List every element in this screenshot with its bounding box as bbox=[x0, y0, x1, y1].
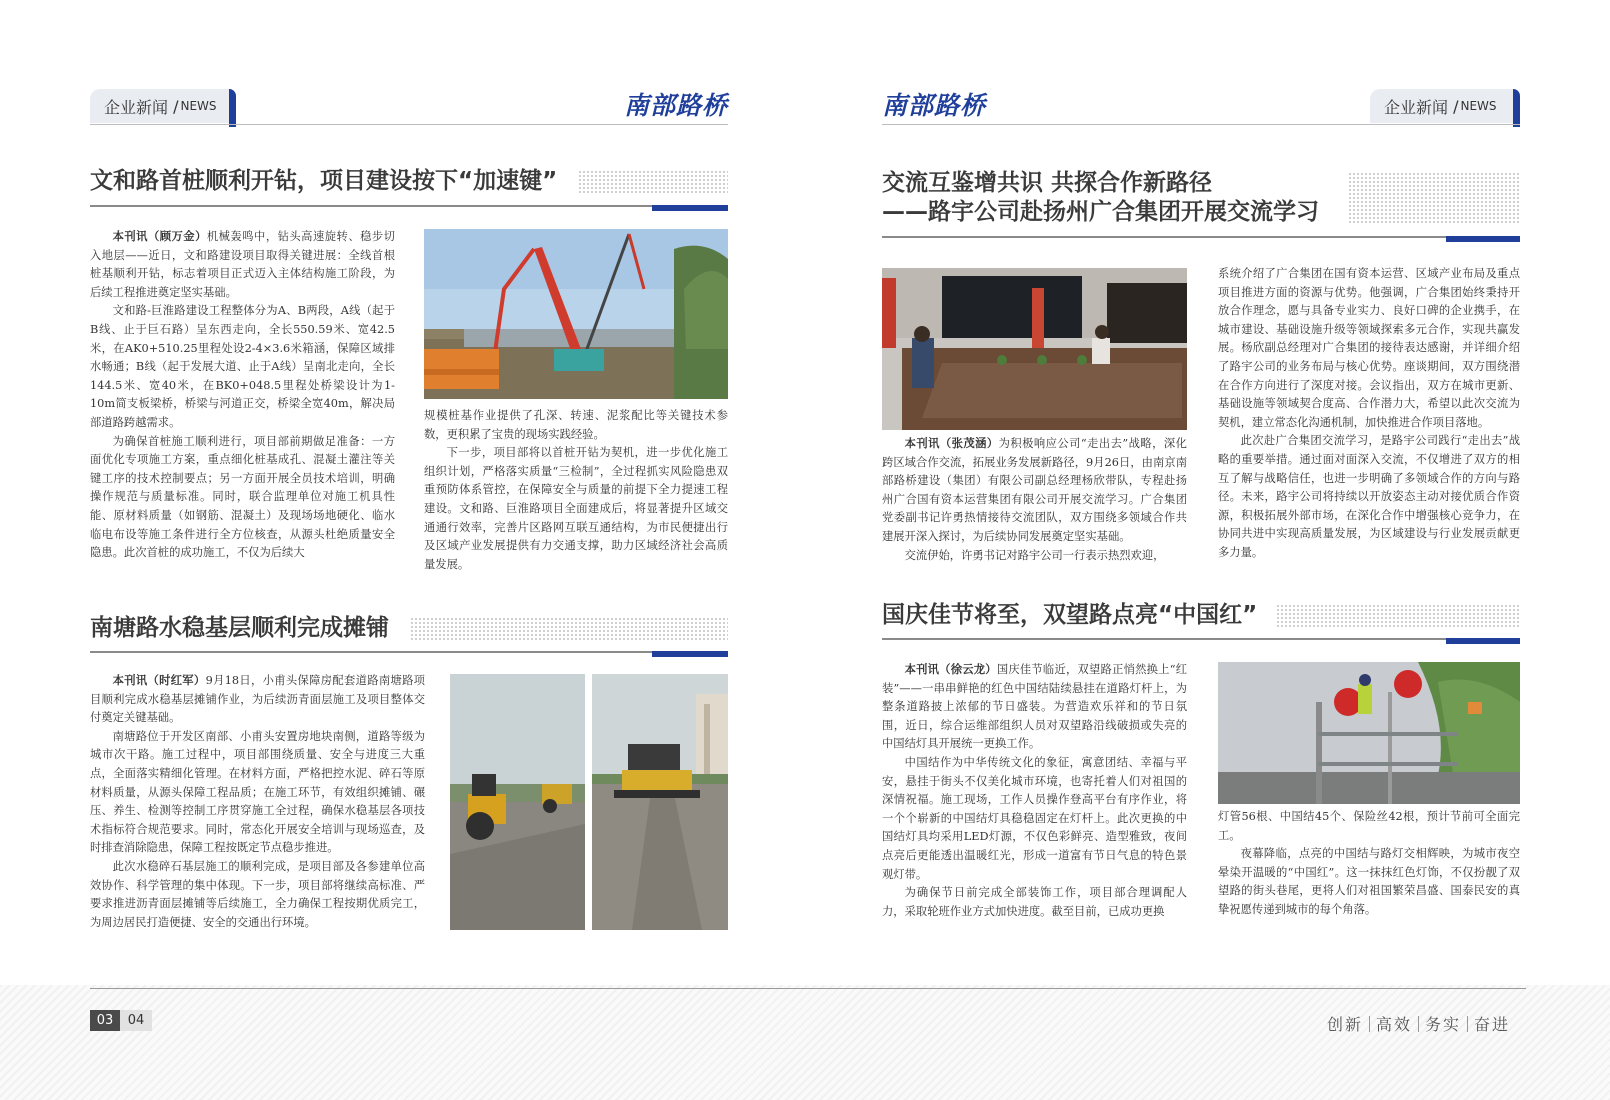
title-dots bbox=[410, 617, 728, 641]
section-tab-left: 企业新闻 / NEWS bbox=[90, 89, 232, 123]
article-column: 灯管56根、中国结45个、保险丝42根，预计节前可全面完工。 夜幕降临，点亮的中国结与路灯交相辉映，为城市夜空晕染开温暖的“中国红”。这一抹抹红色灯饰，不仅扮靓了双望路的街头巷尾，更将人们对祖国繁荣昌盛、国泰民安的真挚祝愿传递到城市的每个角落。 bbox=[1218, 810, 1520, 916]
slogan-divider bbox=[1467, 1016, 1468, 1032]
footer-slogan bbox=[1327, 1012, 1510, 1035]
title-underline bbox=[882, 638, 1520, 640]
article-column: 规模桩基作业提供了孔深、转速、泥浆配比等关键技术参数，更积累了宝贵的现场实践经验。 下一步，项目部将以首桩开钻为契机，进一步优化施工组织计划，严格落实质量“三检制”，全过程抓实风险隐患双重预防体系管控，在保障安全与质量的前提下全力提速工程建设。文和路、巨淮路项目全面建成后，将显著提升区域交通通行效率，完善片区路网互联互通结构，为市民便捷出行及区域产业发展提供有力交通支撑，助力区域经济社会高质量发展。 bbox=[424, 409, 728, 571]
slogan-divider bbox=[1369, 1016, 1370, 1032]
section-tab-en: NEWS bbox=[1460, 99, 1497, 113]
slogan-word: 奋进 bbox=[1473, 1015, 1510, 1034]
title-underline bbox=[90, 651, 728, 653]
title-accent-bar bbox=[1446, 236, 1520, 242]
article-title: 南塘路水稳基层顺利完成摊铺 bbox=[90, 615, 389, 641]
title-dots bbox=[1276, 604, 1520, 628]
title-accent-bar bbox=[652, 205, 728, 211]
photo-meeting-room bbox=[882, 268, 1187, 430]
article-column: 系统介绍了广合集团在国有资本运营、区域产业布局及重点项目推进方面的资源与优势。他强调，广合集团始终秉持开放合作理念，愿与具备专业实力、良好口碑的企业携手，在城市建设、基础设施升级等领域探索多元合作，实现共赢发展。杨欣副总经理对广合集团的接待表达感谢，并详细介绍了路宇公司的业务布局与核心优势。座谈期间，双方围绕潜在合作方向进行了深度对接。会议指出，双方在城市更新、基础设施等领域契合度高、合作潜力大，希望以此次交流为契机，建立常态化沟通机制，加快推进合作项目落地。 此次赴广合集团交流学习，是路宇公司践行“走出去”战略的重要举措。通过面对面深入交流，不仅增进了双方的相互了解与战略信任，也进一步明确了多领域合作的方向与路径。未来，路宇公司将持续以开放姿态主动对接优质合作资源，积极拓展外部市场，在深化合作中增强核心竞争力，在协同共进中实现高质量发展，为区域建设与行业发展贡献更多力量。 bbox=[1218, 267, 1520, 559]
header-rule-left bbox=[90, 124, 728, 125]
page-number-right: 04 bbox=[120, 1010, 152, 1031]
photo-chinese-knot-lights bbox=[1218, 662, 1520, 804]
title-accent-bar bbox=[652, 651, 728, 657]
slogan-word: 高效 bbox=[1375, 1015, 1412, 1034]
photo-pile-drilling bbox=[424, 229, 728, 399]
slogan-word: 务实 bbox=[1424, 1015, 1461, 1034]
section-tab-en: NEWS bbox=[180, 99, 217, 113]
title-accent-bar bbox=[1446, 638, 1520, 644]
title-underline bbox=[882, 236, 1520, 238]
article-title-line1: 交流互鉴增共识 共探合作新路径 bbox=[882, 170, 1213, 196]
slogan-divider bbox=[1418, 1016, 1419, 1032]
section-tab-label: 企业新闻 bbox=[104, 97, 169, 117]
footer-band bbox=[0, 985, 1610, 1100]
header-rule-right bbox=[882, 124, 1520, 125]
title-dots bbox=[578, 170, 728, 194]
brand-logo-left: 南部路桥 bbox=[624, 91, 729, 120]
article-title-line2: ——路宇公司赴扬州广合集团开展交流学习 bbox=[882, 199, 1319, 225]
article-column: 本刊讯（徐云龙）国庆佳节临近，双望路正悄然换上“红装”——一串串鲜艳的红色中国结陆续悬挂在道路灯杆上，为整条道路披上浓郁的节日盛装。为营造欢乐祥和的节日氛围，近日，综合运维部组织人员对双望路沿线破损或失亮的中国结灯具开展统一更换工作。 中国结作为中华传统文化的象征，寓意团结、幸福与平安，悬挂于街头不仅美化城市环境，也寄托着人们对祖国的深情祝福。施工现场，工作人员操作登高平台有序作业，将一个个崭新的中国结灯具稳稳固定在灯杆上。此次更换的中国结灯具均采用LED灯源，不仅色彩鲜亮、造型雅致，夜间点亮后更能透出温暖红光，形成一道富有节日气息的特色景观灯带。 为确保节日前完成全部装饰工作，项目部合理调配人力，采取轮班作业方式加快进度。截至目前，已成功更换 bbox=[882, 662, 1187, 918]
article-column: 本刊讯（时红军）9月18日，小甫头保障房配套道路南塘路项目顺利完成水稳基层摊铺作业，为后续沥青面层施工及项目整体交付奠定关键基础。 南塘路位于开发区南部、小甫头安置房地块南侧，道路等级为城市次干路。施工过程中，项目部围绕质量、安全与进度三大重点，全面落实精细化管理。在材料方面，严格把控水泥、碎石等原材料质量，从源头保障工程品质；在施工环节，有效组织摊铺、碾压、养生、检测等控制工序贯穿施工全过程，确保水稳基层各项技术指标符合规范要求。同时，常态化开展安全培训与现场巡查，及时排查消除隐患，保障工程按既定节点稳步推进。 此次水稳碎石基层施工的顺利完成，是项目部及各参建单位高效协作、科学管理的集中体现。下一步，项目部将继续高标准、严要求推进沥青面层摊铺等后续施工，全力确保工程按期优质完工，为周边居民打造便捷、安全的交通出行环境。 bbox=[90, 673, 425, 929]
article-title: 文和路首桩顺利开钻，项目建设按下“加速键” bbox=[90, 168, 558, 194]
photo-paver-machine bbox=[592, 674, 728, 930]
title-dots bbox=[1348, 172, 1520, 224]
section-tab-label: 企业新闻 bbox=[1384, 97, 1449, 117]
article-column: 本刊讯（张茂涵）为积极响应公司“走出去”战略，深化跨区域合作交流，拓展业务发展新路径，9月26日，由南京南部路桥建设（集团）有限公司副总经理杨欣带队，专程赴扬州广合国有资本运营集团有限公司开展交流学习。广合集团党委副书记许勇热情接待交流团队，双方围绕多领域合作共建展开深入探讨，为后续协同发展奠定坚实基础。 交流伊始，许勇书记对路宇公司一行表示热烈欢迎， bbox=[882, 436, 1187, 562]
article-title: 国庆佳节将至，双望路点亮“中国红” bbox=[882, 602, 1258, 628]
article-column: 本刊讯（顾万金）机械轰鸣中，钻头高速旋转、稳步切入地层——近日，文和路建设项目取得关键进展：全线首根桩基顺利开钻，标志着项目正式迈入主体结构施工阶段，为后续工程推进奠定坚实基础。 文和路-巨淮路建设工程整体分为A、B两段，A线（起于B线、止于巨石路）呈东西走向，全长550.59米、宽42.5米，在AK0+510.25里程处设2-4×3.6米箱涵，保障区域排水畅通；B线（起于发展大道、止于A线）呈南北走向，全长144.5米、宽40米，在BK0+048.5里程处桥梁设计为1-10m简支板梁桥，桥梁与河道正交，桥梁全宽40m，解决局部道路跨越需求。 为确保首桩施工顺利进行，项目部前期做足准备：一方面优化专项施工方案，重点细化桩基成孔、混凝土灌注等关键工序的技术控制要点；另一方面开展全员技术培训，明确操作规范与质量标准。同时，联合监理单位对施工机具性能、原材料质量（如钢筋、混凝土）及现场场地硬化、临水临电布设等施工条件进行全方位核查，从源头杜绝质量安全隐患。此次首桩的成功施工，不仅为后续大 bbox=[90, 229, 395, 560]
photo-roller-compaction bbox=[450, 674, 585, 930]
title-underline bbox=[90, 205, 728, 207]
section-tab-right: 企业新闻 / NEWS bbox=[1370, 89, 1516, 123]
footer-rule bbox=[90, 988, 1526, 989]
page-number-left: 03 bbox=[90, 1010, 120, 1031]
slogan-word: 创新 bbox=[1326, 1015, 1363, 1034]
brand-logo-right: 南部路桥 bbox=[882, 91, 987, 120]
